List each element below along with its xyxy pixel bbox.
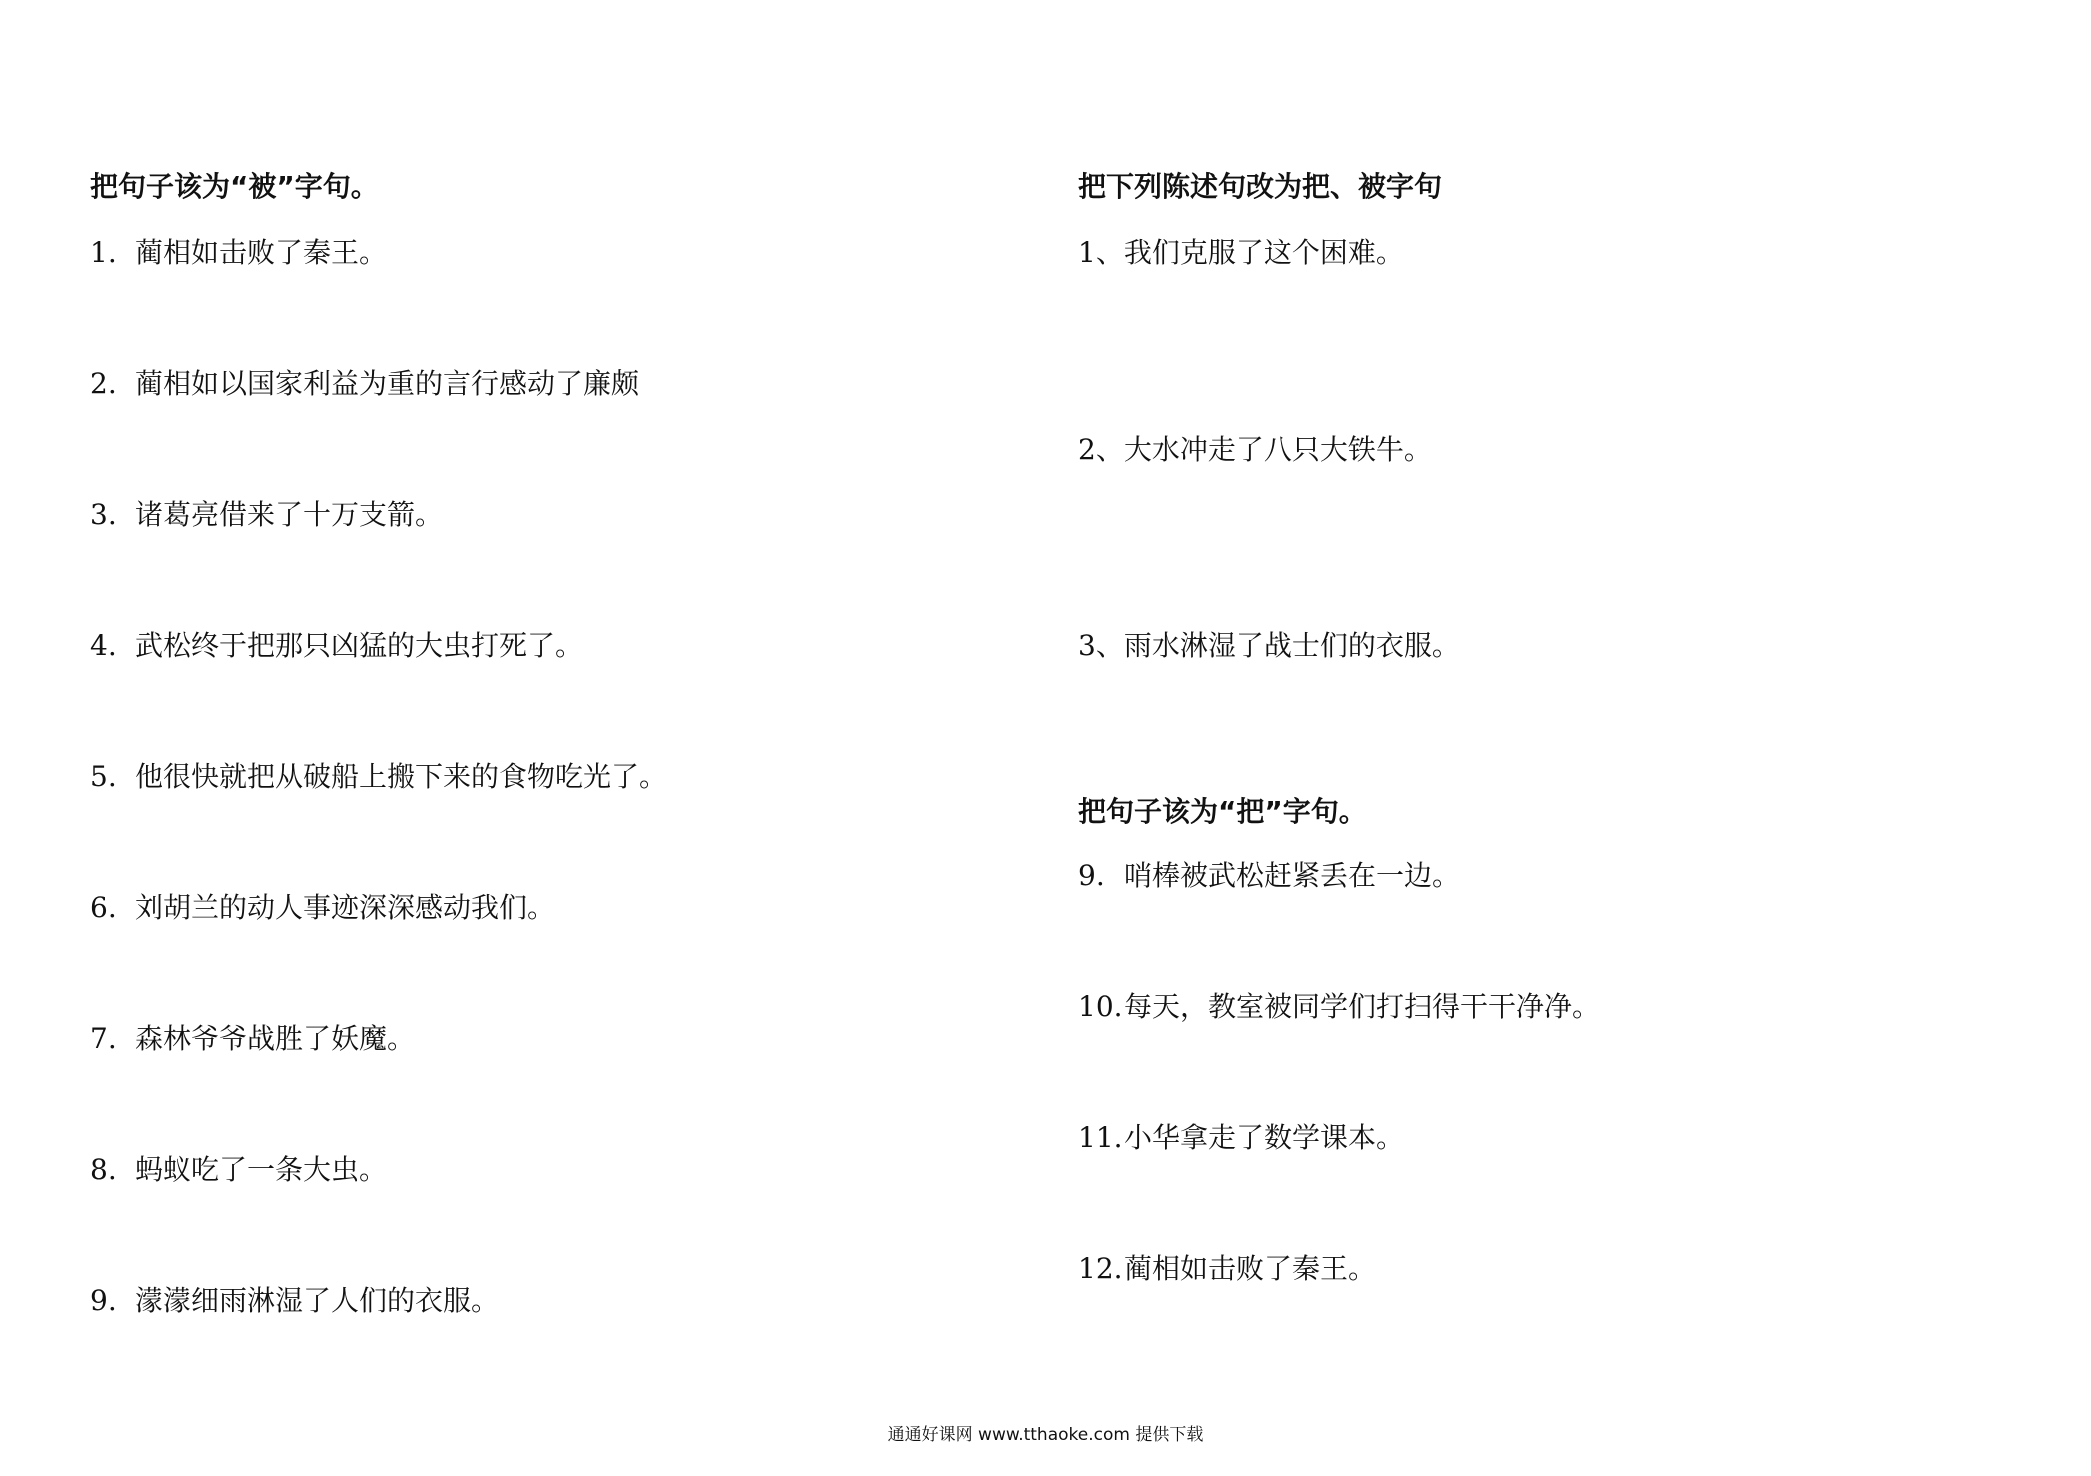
list-item [90,497,443,533]
item-number: 9. [1078,859,1105,892]
item-number: 9. [90,1284,117,1317]
item-text: 他很快就把从破船上搬下来的食物吃光了。 [135,760,668,793]
item-number: 11. [1078,1121,1123,1154]
list-item [1078,432,1432,468]
item-text: 蔺相如以国家利益为重的言行感动了廉颇 [135,367,640,400]
item-text: 蔺相如击败了秦王。 [135,236,388,269]
item-text: 雨水淋湿了战士们的衣服。 [1123,629,1460,662]
list-item [90,759,667,795]
list-item [90,1021,415,1057]
list-item [1078,1120,1404,1156]
item-number: 12. [1078,1252,1123,1285]
item-text: 刘胡兰的动人事迹深深感动我们。 [135,891,556,924]
left-section-heading: 把句子该为“被”字句。 [90,170,379,203]
item-text: 蔺相如击败了秦王。 [1124,1252,1377,1285]
item-text: 濛濛细雨淋湿了人们的衣服。 [135,1284,500,1317]
item-number: 4. [90,629,117,662]
item-text: 诸葛亮借来了十万支箭。 [135,498,444,531]
list-item [1078,628,1460,664]
item-text: 森林爷爷战胜了妖魔。 [135,1022,416,1055]
item-text: 大水冲走了八只大铁牛。 [1123,433,1432,466]
list-item [90,890,555,926]
item-number: 1、 [1078,236,1124,269]
list-item [1078,1251,1376,1287]
list-item [90,1152,387,1188]
list-item [1078,989,1600,1025]
item-text: 哨棒被武松赶紧丢在一边。 [1124,859,1461,892]
list-item [90,235,387,271]
item-number: 7. [90,1022,117,1055]
item-text: 蚂蚁吃了一条大虫。 [135,1153,388,1186]
item-number: 5. [90,760,117,793]
item-number: 3. [90,498,117,531]
footer-credit: 通通好课网 www.tthaoke.com 提供下载 [887,1425,1204,1445]
list-item [1078,235,1404,271]
item-text: 每天，教室被同学们打扫得干干净净。 [1124,990,1601,1023]
right-section-a-heading: 把下列陈述句改为把、被字句 [1078,170,1443,203]
list-item [90,1283,499,1319]
item-text: 武松终于把那只凶猛的大虫打死了。 [135,629,584,662]
item-number: 3、 [1078,629,1124,662]
list-item [90,366,639,402]
list-item [1078,858,1460,894]
item-number: 8. [90,1153,117,1186]
item-number: 2、 [1078,433,1124,466]
item-number: 6. [90,891,117,924]
list-item [90,628,583,664]
item-number: 10. [1078,990,1123,1023]
item-number: 1. [90,236,117,269]
item-text: 小华拿走了数学课本。 [1124,1121,1405,1154]
right-section-b-heading: 把句子该为“把”字句。 [1078,795,1367,828]
item-number: 2. [90,367,117,400]
item-text: 我们克服了这个困难。 [1123,236,1404,269]
